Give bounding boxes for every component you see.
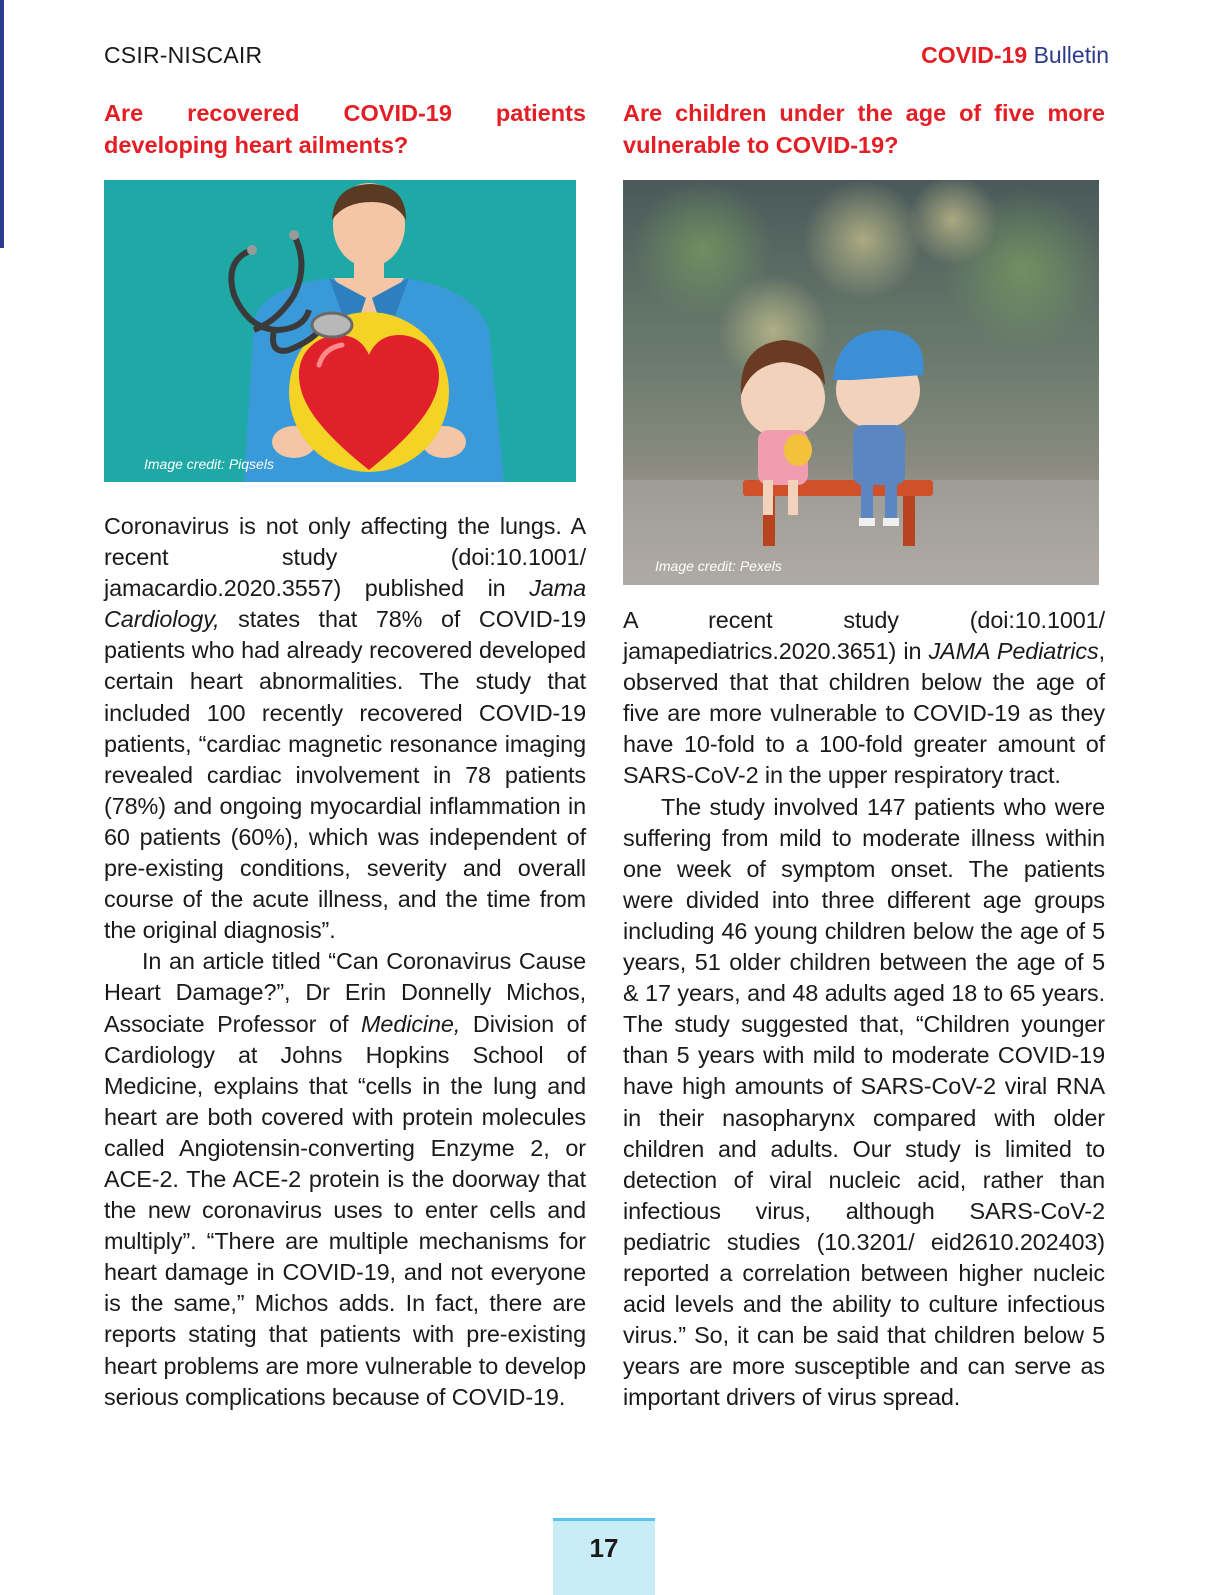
heart-illustration-graphic xyxy=(104,180,576,482)
left-p1-text-a: Coronavirus is not only affecting the lungs. A recent study (doi:10.1001/ jamacardio.2020.3557) published in xyxy=(104,513,586,602)
left-p1-text-b: states that 78% of COVID-19 patients who had already recovered developed certain heart abnormalities. The study that included 100 recently recovered COVID-19 patients, “cardiac magnetic resonance imaging revealed cardiac involvement in 78 patients (78%) and ongoing myocardial inflammation in 60 patients (60%), which was independent of pre-existing conditions, severity and overall course of the acute illness, and the time from the original diagnosis”. xyxy=(104,606,586,944)
right-p1-journal: JAMA Pediatrics xyxy=(928,638,1099,665)
left-article-title: Are recovered COVID-19 patients developing heart ailments? xyxy=(104,100,586,158)
left-p2-text-a: In an article titled “Can Coronavirus Cause Heart Damage?”, Dr Erin Donnelly Michos, Associate Professor of xyxy=(104,948,586,1037)
side-accent-bar xyxy=(0,0,4,248)
left-paragraph-2 xyxy=(104,946,586,1412)
publisher-header: CSIR-NISCAIR xyxy=(104,42,263,68)
page-number-box xyxy=(553,1518,655,1595)
right-paragraph-2: The study involved 147 patients who were suffering from mild to moderate illness within one week of symptom onset. The patients were divided into three different age groups including 46 young children below the age of 5 years, 51 older children between the age of 5 & 17 years, and 48 adults aged 18 to 65 years. The study suggested that, “Children younger than 5 years with mild to moderate COVID-19 have high amounts of SARS-CoV-2 viral RNA in their nasopharynx compared with older children and adults. Our study is limited to detection of viral nucleic acid, rather than infectious virus, although SARS-CoV-2 pediatric studies (10.3201/ eid2610.202403) reported a correlation between higher nucleic acid levels and the ability to culture infectious virus.” So, it can be said that children below 5 years are more susceptible and can serve as important drivers of virus spread. xyxy=(623,793,1105,1411)
left-p1-journal: Jama Cardiology, xyxy=(104,575,586,633)
page-number: 17 xyxy=(589,1533,619,1563)
bulletin-header-bold: COVID-19 xyxy=(921,42,1028,68)
left-p2-text-b: Division of Cardiology at Johns Hopkins School of Medicine, explains that “cells in the lung and heart are both covered with protein molecules called Angiotensin-converting Enzyme 2, or ACE-2. The ACE-2 protein is the doorway that the new coronavirus uses to enter cells and multiply”. “There are multiple mechanisms for heart damage in COVID-19, and not everyone is the same,” Michos adds. In fact, there are reports stating that patients with pre-existing heart problems are more vulnerable to develop serious complications because of COVID-19. xyxy=(104,1010,586,1410)
right-p1-text-b: , observed that that children below the age of five are more vulnerable to COVID-19 as they have 10-fold to a 100-fold greater amount of SARS-CoV-2 in the upper respiratory tract. xyxy=(623,638,1105,789)
right-paragraph-1 xyxy=(623,605,1105,792)
children-photo xyxy=(623,180,1099,585)
right-article xyxy=(623,97,1105,1413)
left-paragraph-1 xyxy=(104,511,586,946)
bulletin-header-rest: Bulletin xyxy=(1033,42,1109,68)
heart-illustration xyxy=(104,180,576,482)
left-article xyxy=(104,97,586,1413)
right-p1-text-a: A recent study (doi:10.1001/ jamapediatrics.2020.3651) in xyxy=(623,607,1105,665)
right-image-credit: Image credit: Pexels xyxy=(655,558,782,574)
children-photo-graphic xyxy=(623,180,1099,585)
bulletin-header xyxy=(921,42,1109,69)
left-image-credit: Image credit: Piqsels xyxy=(144,456,274,472)
left-p2-italic: Medicine, xyxy=(361,1010,461,1037)
right-article-title: Are children under the age of five more vulnerable to COVID-19? xyxy=(623,100,1105,158)
